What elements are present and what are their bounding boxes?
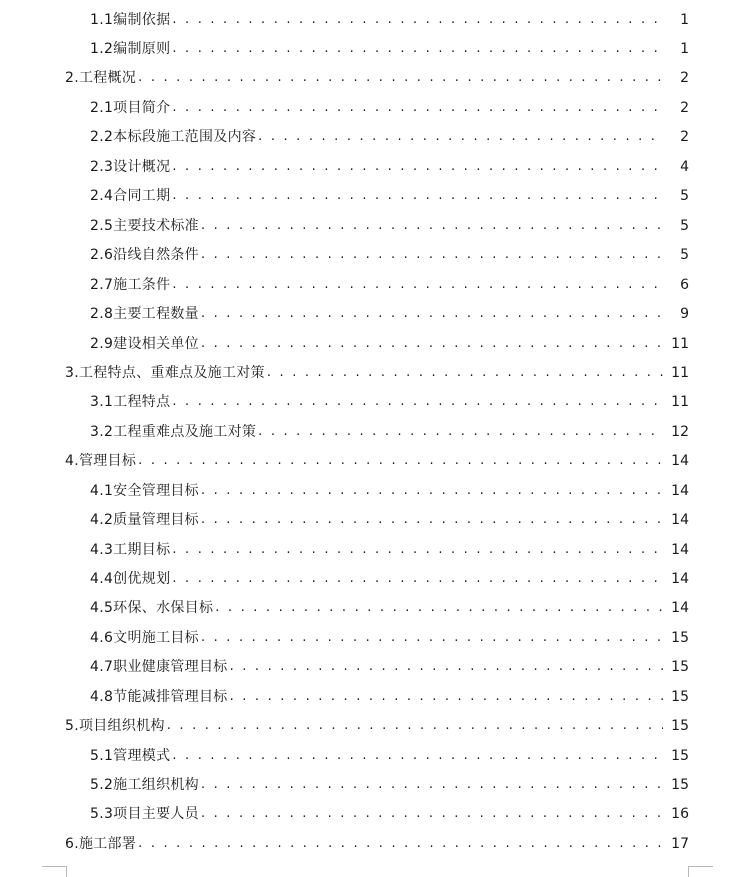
- toc-dot-leader: [172, 276, 663, 294]
- page-corner-mark-right: [688, 866, 713, 877]
- toc-dot-leader: [172, 187, 663, 205]
- toc-entry-title: 2.1项目简介: [90, 100, 171, 116]
- toc-entry[interactable]: [0, 58, 749, 87]
- toc-page-number: 2: [680, 100, 689, 116]
- toc-entry[interactable]: [0, 677, 749, 706]
- toc-dot-leader: [201, 511, 663, 529]
- toc-entry-title: 3.2工程重难点及施工对策: [90, 424, 257, 440]
- toc-dot-leader: [267, 364, 663, 382]
- toc-dot-leader: [201, 805, 663, 823]
- toc-page-number: 15: [671, 689, 689, 705]
- toc-dot-leader: [215, 599, 663, 617]
- toc-page-number: 14: [671, 542, 689, 558]
- toc-entry-title: 2.4合同工期: [90, 188, 171, 204]
- toc-page-number: 4: [680, 159, 689, 175]
- toc-page-number: 11: [671, 394, 689, 410]
- toc-dot-leader: [138, 69, 663, 87]
- toc-page-number: 5: [680, 188, 689, 204]
- toc-page-number: 2: [680, 70, 689, 86]
- toc-page-number: 1: [680, 12, 689, 28]
- toc-entry-title: 4.3工期目标: [90, 542, 171, 558]
- toc-entry-title: 2.5主要技术标准: [90, 218, 199, 234]
- toc-entry[interactable]: [0, 500, 749, 529]
- toc-entry-title: 2.工程概况: [65, 70, 137, 86]
- toc-page-number: 15: [671, 630, 689, 646]
- toc-entry-title: 4.2质量管理目标: [90, 512, 199, 528]
- toc-entry-title: 4.4创优规划: [90, 571, 171, 587]
- toc-entry-title: 3.1工程特点: [90, 394, 171, 410]
- toc-page-number: 6: [680, 277, 689, 293]
- toc-dot-leader: [201, 217, 663, 235]
- toc-entry[interactable]: [0, 235, 749, 264]
- toc-entry[interactable]: [0, 618, 749, 647]
- toc-page-number: 14: [671, 571, 689, 587]
- toc-dot-leader: [201, 246, 663, 264]
- toc-dot-leader: [172, 40, 663, 58]
- toc-entry[interactable]: [0, 265, 749, 294]
- toc-dot-leader: [172, 747, 663, 765]
- toc-entry-title: 4.5环保、水保目标: [90, 600, 214, 616]
- toc-entry-title: 6.施工部署: [65, 836, 137, 852]
- toc-entry-title: 2.9建设相关单位: [90, 336, 199, 352]
- toc-entry[interactable]: [0, 794, 749, 823]
- toc-entry-title: 1.2编制原则: [90, 41, 171, 57]
- toc-dot-leader: [172, 393, 663, 411]
- toc-dot-leader: [201, 335, 663, 353]
- toc-entry-title: 4.管理目标: [65, 453, 137, 469]
- toc-dot-leader: [172, 158, 663, 176]
- toc-entry[interactable]: [0, 294, 749, 323]
- toc-entry[interactable]: [0, 765, 749, 794]
- toc-entry-title: 2.7施工条件: [90, 277, 171, 293]
- toc-dot-leader: [258, 128, 663, 146]
- toc-page-number: 14: [671, 453, 689, 469]
- toc-page-number: 1: [680, 41, 689, 57]
- toc-page-number: 14: [671, 600, 689, 616]
- toc-entry[interactable]: [0, 88, 749, 117]
- toc-entry[interactable]: [0, 441, 749, 470]
- toc-entry[interactable]: [0, 559, 749, 588]
- toc-entry[interactable]: [0, 412, 749, 441]
- toc-dot-leader: [138, 835, 663, 853]
- toc-dot-leader: [138, 452, 663, 470]
- toc-dot-leader: [172, 541, 663, 559]
- toc-entry-title: 5.3项目主要人员: [90, 806, 199, 822]
- toc-dot-leader: [172, 99, 663, 117]
- toc-entry[interactable]: [0, 530, 749, 559]
- toc-entry-title: 3.工程特点、重难点及施工对策: [65, 365, 265, 381]
- toc-entry[interactable]: [0, 471, 749, 500]
- toc-entry[interactable]: [0, 117, 749, 146]
- toc-page-number: 17: [671, 836, 689, 852]
- toc-entry-title: 4.6文明施工目标: [90, 630, 199, 646]
- toc-page-number: 5: [680, 247, 689, 263]
- toc-page-number: 2: [680, 129, 689, 145]
- toc-page-number: 15: [671, 718, 689, 734]
- toc-entry[interactable]: [0, 353, 749, 382]
- toc-page-number: 5: [680, 218, 689, 234]
- toc-dot-leader: [172, 11, 663, 29]
- toc-entry-title: 4.8节能减排管理目标: [90, 689, 228, 705]
- toc-page-number: 12: [671, 424, 689, 440]
- toc-page-number: 11: [671, 365, 689, 381]
- toc-page-number: 11: [671, 336, 689, 352]
- toc-entry-title: 2.3设计概况: [90, 159, 171, 175]
- toc-entry[interactable]: [0, 0, 749, 29]
- toc-entry[interactable]: [0, 147, 749, 176]
- toc-entry[interactable]: [0, 176, 749, 205]
- toc-dot-leader: [230, 658, 663, 676]
- toc-entry[interactable]: [0, 206, 749, 235]
- toc-entry[interactable]: [0, 324, 749, 353]
- toc-page-number: 15: [671, 748, 689, 764]
- page-corner-mark-left: [42, 866, 67, 877]
- toc-entry[interactable]: [0, 647, 749, 676]
- toc-page-number: 16: [671, 806, 689, 822]
- toc-dot-leader: [258, 423, 663, 441]
- toc-entry-title: 1.1编制依据: [90, 12, 171, 28]
- toc-entry-title: 2.6沿线自然条件: [90, 247, 199, 263]
- toc-entry[interactable]: [0, 706, 749, 735]
- toc-dot-leader: [230, 688, 663, 706]
- toc-entry[interactable]: [0, 824, 749, 853]
- toc-page-number: 14: [671, 512, 689, 528]
- toc-dot-leader: [172, 570, 663, 588]
- toc-dot-leader: [201, 305, 663, 323]
- toc-page-number: 15: [671, 777, 689, 793]
- toc-page-number: 15: [671, 659, 689, 675]
- toc-entry[interactable]: [0, 736, 749, 765]
- toc-entry-title: 4.7职业健康管理目标: [90, 659, 228, 675]
- toc-entry[interactable]: [0, 29, 749, 58]
- toc-entry-title: 4.1安全管理目标: [90, 483, 199, 499]
- toc-entry[interactable]: [0, 382, 749, 411]
- toc-dot-leader: [167, 717, 663, 735]
- toc-entry-title: 5.1管理模式: [90, 748, 171, 764]
- toc-dot-leader: [201, 482, 663, 500]
- toc-entry-title: 2.8主要工程数量: [90, 306, 199, 322]
- toc-dot-leader: [201, 776, 663, 794]
- toc-entry[interactable]: [0, 588, 749, 617]
- toc-entry-title: 5.2施工组织机构: [90, 777, 199, 793]
- toc-entry-title: 5.项目组织机构: [65, 718, 165, 734]
- toc-entry-title: 2.2本标段施工范围及内容: [90, 129, 257, 145]
- toc-page-number: 14: [671, 483, 689, 499]
- toc-dot-leader: [201, 629, 663, 647]
- toc-page-number: 9: [680, 306, 689, 322]
